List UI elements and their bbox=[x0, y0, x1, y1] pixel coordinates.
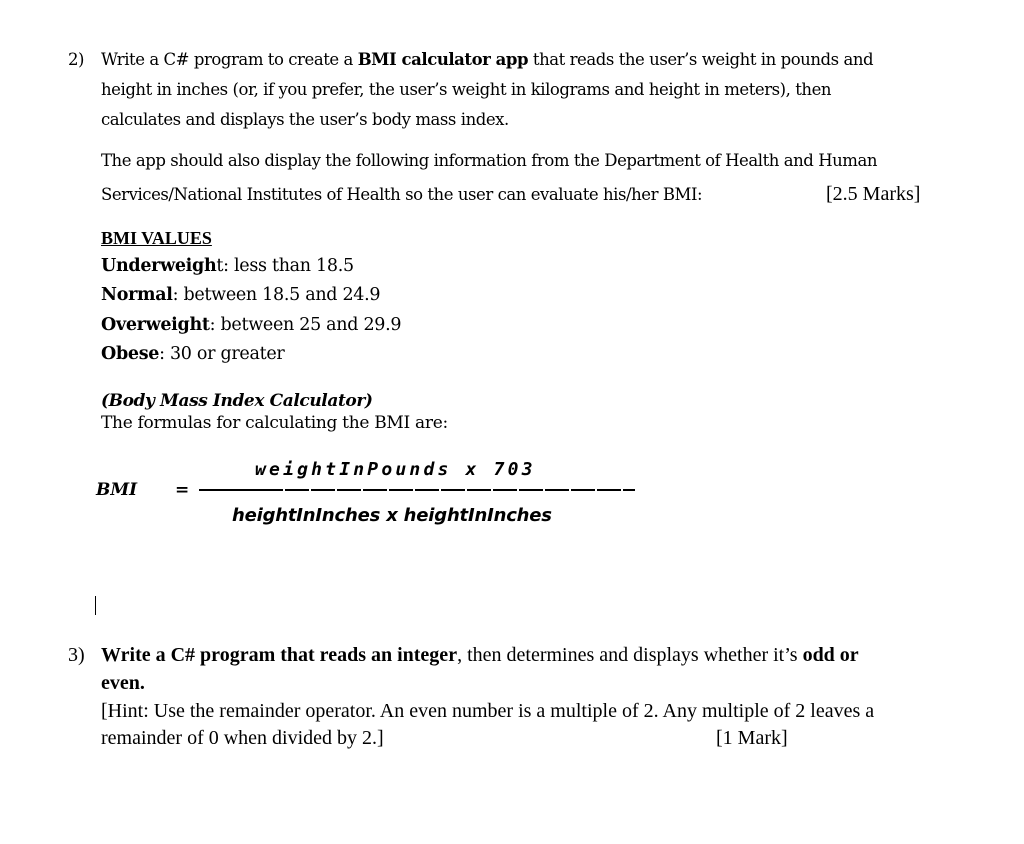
bmi-item-overweight bbox=[101, 315, 401, 335]
bmi-item-label: Overweight bbox=[101, 315, 210, 335]
bmi-item-label-rest: t bbox=[216, 256, 224, 276]
question-2-line-1 bbox=[101, 50, 873, 69]
bmi-item-text: : 30 or greater bbox=[159, 344, 285, 364]
q3-line2-bold: even. bbox=[101, 672, 145, 694]
question-3-line-1 bbox=[101, 644, 859, 667]
fraction-bar-left bbox=[199, 489, 259, 491]
question-3-line-2 bbox=[101, 672, 145, 695]
formula-denominator: heightInInches x heightInInches bbox=[232, 505, 552, 526]
question-2-line-2: height in inches (or, if you prefer, the user’s weight in kilograms and height in meters), then bbox=[101, 80, 832, 99]
bmi-item-text: : between 25 and 29.9 bbox=[209, 315, 402, 335]
q3-line1-bold-suffix: odd or bbox=[802, 644, 859, 666]
fraction-bar bbox=[259, 489, 635, 491]
question-2-marks: [2.5 Marks] bbox=[826, 183, 921, 205]
question-3-number: 3) bbox=[68, 644, 85, 666]
formula-equals: = bbox=[175, 480, 190, 500]
formula-numerator: weightInPounds x 703 bbox=[255, 459, 536, 480]
hint-line-1: [Hint: Use the remainder operator. An even number is a multiple of 2. Any multiple of 2 leaves a bbox=[101, 700, 875, 722]
question-2-number: 2) bbox=[68, 50, 85, 69]
text-cursor bbox=[95, 596, 96, 615]
bmi-values-heading: BMI VALUES bbox=[101, 228, 212, 248]
bmi-item-text: : less than 18.5 bbox=[223, 256, 354, 276]
bmi-item-underweight bbox=[101, 256, 354, 276]
q2-line1-bold: BMI calculator app bbox=[357, 50, 529, 69]
info-line-2: Services/National Institutes of Health so the user can evaluate his/her BMI: bbox=[101, 185, 703, 204]
bmi-item-obese bbox=[101, 344, 284, 364]
formula-lhs: BMI bbox=[96, 480, 138, 500]
calculator-title: (Body Mass Index Calculator) bbox=[101, 391, 373, 411]
q2-line1-prefix: Write a C# program to create a bbox=[101, 50, 358, 69]
bmi-item-label: Normal bbox=[101, 285, 173, 305]
hint-line-2: remainder of 0 when divided by 2.] bbox=[101, 727, 384, 749]
formula-intro: The formulas for calculating the BMI are: bbox=[101, 413, 448, 433]
bmi-item-label-bold: Underweigh bbox=[101, 256, 217, 276]
bmi-item-text: : between 18.5 and 24.9 bbox=[172, 285, 381, 305]
q2-line1-suffix: that reads the user’s weight in pounds and bbox=[528, 50, 874, 69]
q3-line1-bold-prefix: Write a C# program that reads an integer bbox=[101, 644, 458, 666]
question-2-line-3: calculates and displays the user’s body mass index. bbox=[101, 110, 509, 129]
q3-line1-middle: , then determines and displays whether it’s bbox=[457, 644, 803, 666]
bmi-item-label: Obese bbox=[101, 344, 160, 364]
question-3-marks: [1 Mark] bbox=[716, 727, 788, 749]
bmi-item-normal bbox=[101, 285, 380, 305]
info-line-1: The app should also display the following information from the Department of Health and Human bbox=[101, 151, 878, 170]
